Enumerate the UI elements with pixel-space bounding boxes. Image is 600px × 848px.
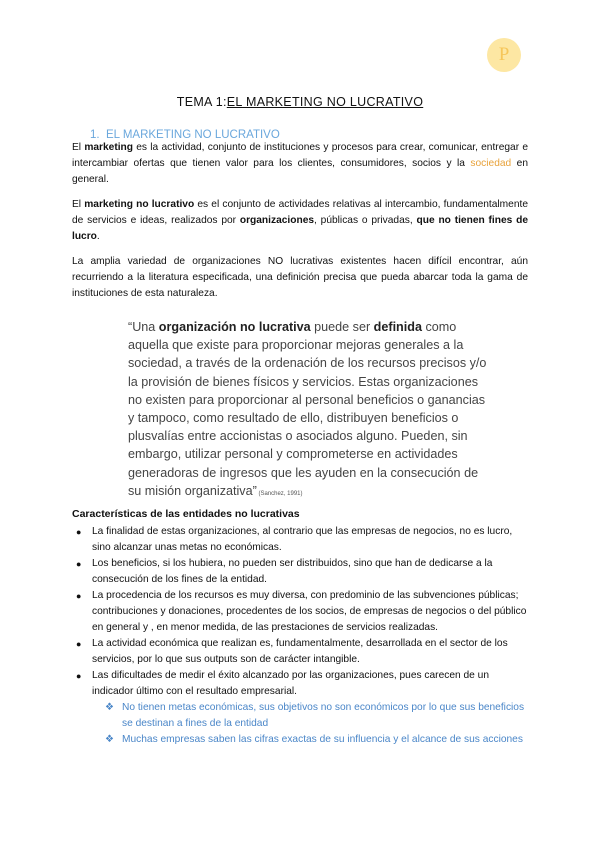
section-heading-text: EL MARKETING NO LUCRATIVO: [105, 129, 280, 141]
logo-badge: P: [487, 38, 521, 72]
list-item: [72, 636, 528, 668]
bullet-icon: ●: [76, 591, 82, 601]
highlight-term: sociedad: [470, 158, 512, 169]
bullet-icon: ●: [76, 527, 82, 537]
list-item: [72, 588, 528, 636]
characteristics-list: [72, 524, 528, 748]
bold-term: definida: [373, 320, 422, 334]
text: , públicas o privadas,: [314, 215, 417, 226]
bullet-icon: ●: [76, 639, 82, 649]
title-main: EL MARKETING NO LUCRATIVO: [226, 95, 424, 109]
bold-term: organizaciones: [239, 215, 315, 226]
text: como aquella que existe para proporcionar mejoras generales a la sociedad, a través de la ordenación de los recursos precisos y/o la provisión de bienes físicos y servicios. Estas organizaciones no existen para proporcionar al personal beneficios o ganancias y tampoco, como resultado de ello, distribuyen beneficios o plusvalías entre accionistas o asociados alguno. Pueden, sin embargo, utilizar personal y comprometerse en actividades generadoras de ingresos que les ayuden en la consecución de su misión organizativa”: [128, 320, 487, 498]
diamond-bullet-icon: ❖: [105, 734, 114, 745]
text: es el conjunto de actividades relativas al intercambio, fundamentalmente de servicios e ideas, realizados por: [72, 199, 528, 226]
list-item: [72, 524, 528, 556]
definition-quote: [128, 318, 488, 503]
paragraph-variety: La amplia variedad de organizaciones NO lucrativas existentes hacen difícil encontrar, aún recurriendo a la literatura especificada, una definición precisa que pueda abarcar toda la gama de instituciones de esta naturaleza.: [72, 256, 528, 299]
characteristics-heading: Características de las entidades no lucrativas: [72, 508, 300, 520]
text: puede ser: [310, 320, 374, 334]
list-item: [72, 668, 528, 748]
text: es la actividad, conjunto de instituciones y procesos para crear, comunicar, entregar e intercambiar ofertas que tienen valor para los clientes, consumidores, socios y la: [72, 142, 528, 169]
list-item-text: La finalidad de estas organizaciones, al contrario que las empresas de negocios, no es lucro, sino alcanzar unas metas no económicas.: [92, 526, 513, 553]
bold-term: marketing: [84, 142, 134, 153]
list-item: [72, 556, 528, 588]
sub-list: [92, 700, 528, 748]
bullet-icon: ●: [76, 559, 82, 569]
section-number: 1.: [90, 129, 100, 141]
quote-citation: (Sanchez, 1991): [256, 490, 303, 497]
paragraph-nonprofit-marketing: [72, 197, 528, 245]
page-title: [0, 95, 600, 109]
bullet-icon: ●: [76, 671, 82, 681]
sub-list-item: [92, 700, 528, 732]
title-prefix: TEMA 1:: [176, 95, 227, 109]
text: en general.: [72, 158, 528, 185]
bold-term: marketing no lucrativo: [84, 199, 195, 210]
text: .: [96, 231, 100, 242]
list-item-text: Los beneficios, si los hubiera, no pueden ser distribuidos, sino que han de dedicarse a la consecución de los fines de la entidad.: [92, 558, 493, 585]
list-item-text: La actividad económica que realizan es, fundamentalmente, desarrollada en el sector de los servicios, por lo que sus outputs son de carácter intangible.: [92, 638, 508, 665]
bold-term: que no tienen fines de lucro: [72, 215, 528, 242]
sub-list-item-text: No tienen metas económicas, sus objetivos no son económicos por lo que sus beneficios se destinan a fines de la entidad: [122, 702, 525, 729]
diamond-bullet-icon: ❖: [105, 702, 114, 713]
paragraph-marketing-definition: [72, 140, 528, 188]
text: El: [72, 199, 85, 210]
list-item-text: Las dificultades de medir el éxito alcanzado por las organizaciones, pues carecen de un indicador último con el resultado empresarial.: [92, 670, 489, 697]
bold-term: organización no lucrativa: [158, 320, 311, 334]
text: “Una: [128, 320, 159, 334]
text: El: [72, 142, 85, 153]
list-item-text: La procedencia de los recursos es muy diversa, con predominio de las subvenciones públicas; contribuciones y donaciones, procedentes de los socios, de empresas de negocios o del público en general y , en menor medida, de las prestaciones de servicios realizadas.: [92, 590, 527, 633]
sub-list-item: [92, 732, 528, 748]
sub-list-item-text: Muchas empresas saben las cifras exactas de su influencia y el alcance de sus acciones: [122, 734, 523, 745]
